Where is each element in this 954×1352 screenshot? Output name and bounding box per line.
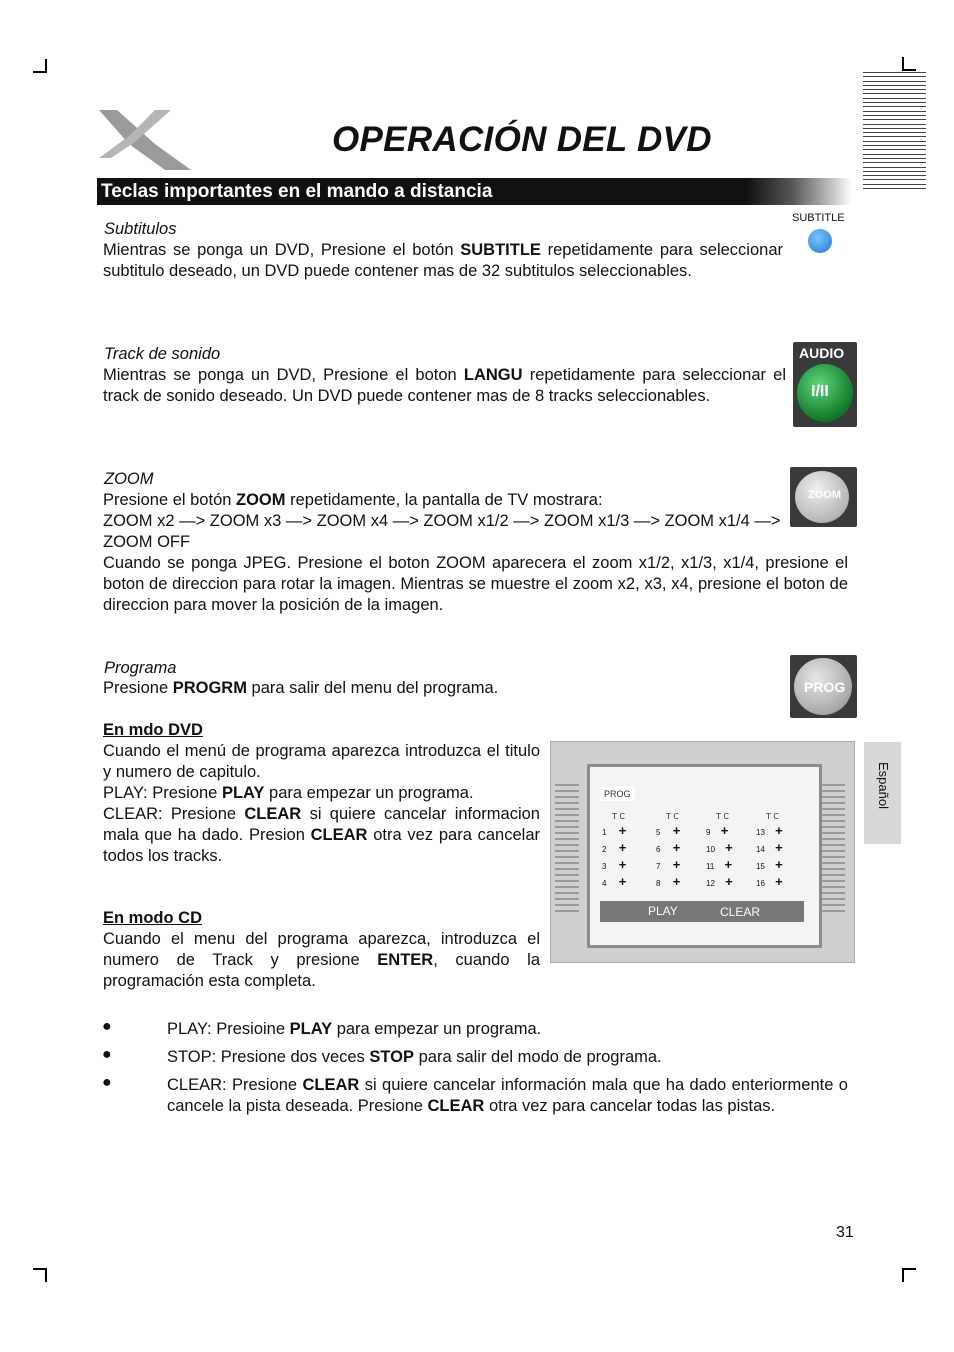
bullet-item-clear: CLEAR: Presione CLEAR si quiere cancelar información mala que ha dado enteriormente o cancele la pista deseada. Presione CLEAR otra vez para cancelar todas las pistas. bbox=[167, 1076, 848, 1115]
cd-mode-text: Cuando el menu del programa aparezca, introduzca el numero de Track y presione ENTER, cuando la programación esta completa. bbox=[103, 930, 540, 990]
track-number: 14 bbox=[756, 845, 765, 854]
screen-prog-tab: PROG bbox=[600, 787, 635, 801]
screen-col-1: 1 + 2 + 3 + 4 + bbox=[602, 823, 627, 889]
speaker-grille-left bbox=[555, 784, 579, 916]
crop-mark-bottom-right bbox=[902, 1268, 916, 1282]
speaker-grille-right bbox=[821, 784, 845, 916]
subtitles-heading: Subtitulos bbox=[104, 220, 177, 238]
track-number: 11 bbox=[706, 862, 715, 871]
page-number: 31 bbox=[836, 1224, 854, 1241]
dvd-mode-heading: En mdo DVD bbox=[103, 721, 203, 739]
track-number: 10 bbox=[706, 845, 715, 854]
audio-button-icon bbox=[793, 342, 857, 427]
track-number: 2 bbox=[602, 845, 607, 854]
track-number: 12 bbox=[706, 879, 715, 888]
audio-button-label: I/II bbox=[811, 383, 829, 400]
screen-grid bbox=[600, 809, 812, 907]
dvd-mode-p1: Cuando el menú de programa aparezca introduzca el titulo y numero de capitulo. bbox=[103, 742, 540, 781]
track-number: 4 bbox=[602, 879, 607, 888]
track-number: 1 bbox=[602, 828, 607, 837]
track-number: 8 bbox=[656, 879, 661, 888]
language-label: Español bbox=[876, 762, 891, 809]
program-line: Presione PROGRM para salir del menu del programa. bbox=[103, 679, 499, 697]
bullet-item-stop: STOP: Presione dos veces STOP para salir del modo de programa. bbox=[167, 1048, 662, 1066]
screen-col-2: 5 + 6 + 7 + 8 + bbox=[656, 823, 681, 889]
subtitle-button-label: SUBTITLE bbox=[792, 212, 845, 224]
screen-col-3: 9 + 10 + 11 + 12 + bbox=[706, 823, 733, 889]
zoom-button-label: ZOOM bbox=[808, 489, 841, 501]
section-header bbox=[97, 178, 852, 205]
bullet-item-play: PLAY: Presioine PLAY para empezar un programa. bbox=[167, 1020, 542, 1038]
dvd-mode-p3: CLEAR: Presione CLEAR si quiere cancelar informacion mala que ha dado. Presion CLEAR otra vez para cancelar todos los tracks. bbox=[103, 805, 540, 865]
screen-col-header: T C bbox=[766, 812, 780, 821]
subtitles-text: Mientras se ponga un DVD, Presione el botón SUBTITLE repetidamente para seleccionar subtitulo deseado, un DVD puede contener mas de 32 subtitulos seleccionables. bbox=[103, 241, 784, 280]
page-title: OPERACIÓN DEL DVD bbox=[332, 120, 712, 159]
language-side-tab bbox=[864, 742, 901, 844]
track-number: 13 bbox=[756, 828, 765, 837]
zoom-line1: Presione el botón ZOOM repetidamente, la pantalla de TV mostrara: bbox=[103, 491, 603, 509]
program-heading: Programa bbox=[104, 659, 177, 677]
track-number: 9 bbox=[706, 828, 711, 837]
zoom-jpeg-text: Cuando se ponga JPEG. Presione el boton ZOOM aparecera el zoom x1/2, x1/3, x1/4, presione el boton de direccion para rotar la imagen. Mientras se muestre el zoom x2, x3, x4, presione el boton de direccion para mover la posición de la imagen. bbox=[103, 554, 848, 614]
screen-button-bar bbox=[600, 901, 804, 922]
prog-button-label: PROG bbox=[804, 679, 846, 695]
screen-col-header: T C bbox=[666, 812, 680, 821]
bullet-dot: ● bbox=[102, 1018, 112, 1035]
section-title: Teclas importantes en el mando a distancia bbox=[101, 181, 493, 202]
cd-mode-heading: En modo CD bbox=[103, 909, 202, 927]
dvd-mode-p2: PLAY: Presione PLAY para empezar un programa. bbox=[103, 784, 474, 802]
track-number: 16 bbox=[756, 879, 765, 888]
track-number: 6 bbox=[656, 845, 661, 854]
zoom-button-icon bbox=[790, 467, 857, 527]
screen-col-header: T C bbox=[612, 812, 626, 821]
decorative-stripes bbox=[863, 72, 926, 192]
bullet-dot: ● bbox=[102, 1046, 112, 1063]
audio-text: Mientras se ponga un DVD, Presione el boton LANGU repetidamente para seleccionar el track de sonido deseado. Un DVD puede contener mas de 8 tracks seleccionables. bbox=[103, 366, 786, 405]
crop-mark-top-left bbox=[33, 59, 47, 73]
audio-button-top-label: AUDIO bbox=[799, 345, 845, 361]
program-screen-illustration bbox=[550, 741, 855, 963]
zoom-heading: ZOOM bbox=[104, 470, 154, 488]
track-number: 15 bbox=[756, 862, 765, 871]
screen-clear-button: CLEAR bbox=[720, 905, 761, 919]
prog-button-icon bbox=[790, 655, 857, 718]
audio-heading: Track de sonido bbox=[104, 345, 221, 363]
bullet-dot: ● bbox=[102, 1074, 112, 1091]
track-number: 5 bbox=[656, 828, 661, 837]
track-number: 3 bbox=[602, 862, 607, 871]
subtitle-button-icon bbox=[808, 229, 832, 253]
crop-mark-top-right bbox=[902, 57, 916, 71]
screen-play-button: PLAY bbox=[648, 904, 678, 918]
screen-panel bbox=[587, 764, 822, 948]
screen-col-4: 13 + 14 + 15 + 16 + bbox=[756, 823, 783, 889]
screen-col-header: T C bbox=[716, 812, 730, 821]
zoom-sequence: ZOOM x2 —> ZOOM x3 —> ZOOM x4 —> ZOOM x1/2 —> ZOOM x1/3 —> ZOOM x1/4 —> ZOOM OFF bbox=[103, 512, 781, 551]
x-logo bbox=[95, 108, 195, 172]
crop-mark-bottom-left bbox=[33, 1268, 47, 1282]
track-number: 7 bbox=[656, 862, 661, 871]
